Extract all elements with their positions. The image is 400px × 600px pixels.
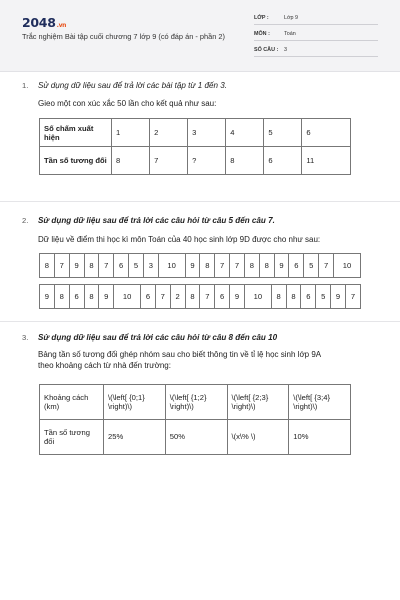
score-cell: 8 (54, 285, 69, 309)
table-cell: Khoảng cách (km) (40, 385, 104, 420)
logo-text: 2048 (22, 15, 56, 30)
score-cell: 7 (200, 285, 215, 309)
score-cell: 9 (69, 254, 84, 278)
meta-class-key: LỚP : (254, 15, 269, 21)
question-intro-line-1: Bảng tần số tương đối ghép nhóm sau cho biết thông tin về tỉ lệ học sinh lớp 9A (38, 350, 322, 359)
score-cell: 8 (84, 254, 99, 278)
score-cell: 6 (215, 285, 230, 309)
table-cell: \(x\% \) (227, 420, 289, 455)
table-cell: 50% (165, 420, 227, 455)
distance-frequency-table (39, 384, 351, 455)
question-number: 3. (22, 333, 29, 342)
question-number: 2. (22, 216, 29, 225)
score-cell: 7 (155, 285, 170, 309)
table-row (40, 420, 351, 455)
table-row (40, 147, 351, 175)
quiz-title: Trắc nghiệm Bài tập cuối chương 7 lớp 9 (có đáp án - phần 2) (22, 32, 225, 41)
meta-class (254, 14, 378, 25)
score-cell: 8 (286, 285, 301, 309)
scores-row-1 (39, 253, 361, 278)
table-cell: 25% (104, 420, 166, 455)
site-logo[interactable] (22, 15, 66, 30)
score-cell: 9 (40, 285, 55, 309)
meta-subject-key: MÔN : (254, 31, 270, 37)
question-number: 1. (22, 81, 29, 90)
score-cell: 8 (185, 285, 200, 309)
scores-row-2 (39, 284, 361, 309)
score-cell: 10 (158, 254, 185, 278)
score-cell: 8 (259, 254, 274, 278)
score-cell: 6 (289, 254, 304, 278)
score-cell: 7 (99, 254, 114, 278)
table-cell: 7 (150, 147, 188, 175)
score-cell: 8 (271, 285, 286, 309)
table-row (40, 254, 361, 278)
score-cell: 9 (230, 285, 245, 309)
meta-class-value: Lớp 9 (284, 15, 299, 21)
logo-suffix: .vn (56, 22, 67, 29)
table-row (40, 119, 351, 147)
question-intro-line-2: theo khoảng cách từ nhà đến trường: (38, 361, 171, 370)
table-cell: 6 (302, 119, 351, 147)
score-cell: 8 (244, 254, 259, 278)
table-cell: \(\left[ {1;2} \right)\) (165, 385, 227, 420)
table-cell: 3 (188, 119, 226, 147)
table-row (40, 385, 351, 420)
score-cell: 5 (304, 254, 319, 278)
score-cell: 6 (301, 285, 316, 309)
table-cell: 4 (226, 119, 264, 147)
score-cell: 6 (141, 285, 156, 309)
meta-count-value: 3 (284, 47, 287, 53)
section-divider (0, 321, 400, 322)
table-cell: \(\left[ {3;4} \right)\) (289, 385, 351, 420)
score-cell: 6 (69, 285, 84, 309)
question-title: Sử dụng dữ liệu sau để trả lời các bài tập từ 1 đến 3. (38, 81, 228, 90)
table-cell: ? (188, 147, 226, 175)
score-cell: 10 (244, 285, 271, 309)
table-cell: 6 (264, 147, 302, 175)
table-cell: Tần số tương đối (40, 420, 104, 455)
table-cell: 1 (112, 119, 150, 147)
question-intro: Dữ liệu về điểm thi học kì môn Toán của 40 học sinh lớp 9D được cho như sau: (38, 235, 321, 244)
score-cell: 5 (129, 254, 144, 278)
score-cell: 7 (230, 254, 245, 278)
table-cell: 8 (112, 147, 150, 175)
score-cell: 7 (345, 285, 360, 309)
table-cell: 5 (264, 119, 302, 147)
score-cell: 9 (185, 254, 200, 278)
table-cell: \(\left[ {0;1} \right)\) (104, 385, 166, 420)
question-title: Sử dụng dữ liệu sau để trả lời các câu hỏi từ câu 8 đến câu 10 (38, 333, 278, 342)
score-cell: 7 (319, 254, 334, 278)
meta-subject (254, 30, 378, 41)
table-cell: Số chấm xuất hiện (40, 119, 112, 147)
table-cell: Tần số tương đối (40, 147, 112, 175)
score-cell: 9 (99, 285, 114, 309)
dice-frequency-table (39, 118, 351, 175)
meta-question-count (254, 46, 378, 57)
table-cell: 11 (302, 147, 351, 175)
page-header (0, 0, 400, 72)
score-cell: 8 (84, 285, 99, 309)
score-cell: 8 (40, 254, 55, 278)
meta-count-key: SỐ CÂU : (254, 47, 279, 53)
score-cell: 8 (200, 254, 215, 278)
score-cell: 5 (316, 285, 331, 309)
score-cell: 7 (54, 254, 69, 278)
table-cell: 2 (150, 119, 188, 147)
score-cell: 10 (114, 285, 141, 309)
section-divider (0, 201, 400, 202)
score-cell: 7 (215, 254, 230, 278)
score-cell: 6 (114, 254, 129, 278)
score-cell: 9 (331, 285, 346, 309)
table-row (40, 285, 361, 309)
meta-subject-value: Toán (284, 31, 296, 37)
table-cell: \(\left[ {2;3} \right)\) (227, 385, 289, 420)
table-cell: 8 (226, 147, 264, 175)
score-cell: 2 (170, 285, 185, 309)
score-cell: 3 (143, 254, 158, 278)
question-intro: Gieo một con xúc xắc 50 lần cho kết quả như sau: (38, 99, 217, 108)
table-cell: 10% (289, 420, 351, 455)
score-cell: 10 (334, 254, 361, 278)
score-cell: 9 (274, 254, 289, 278)
question-title: Sử dụng dữ liệu sau để trả lời các câu hỏi từ câu 5 đến câu 7. (38, 216, 275, 225)
